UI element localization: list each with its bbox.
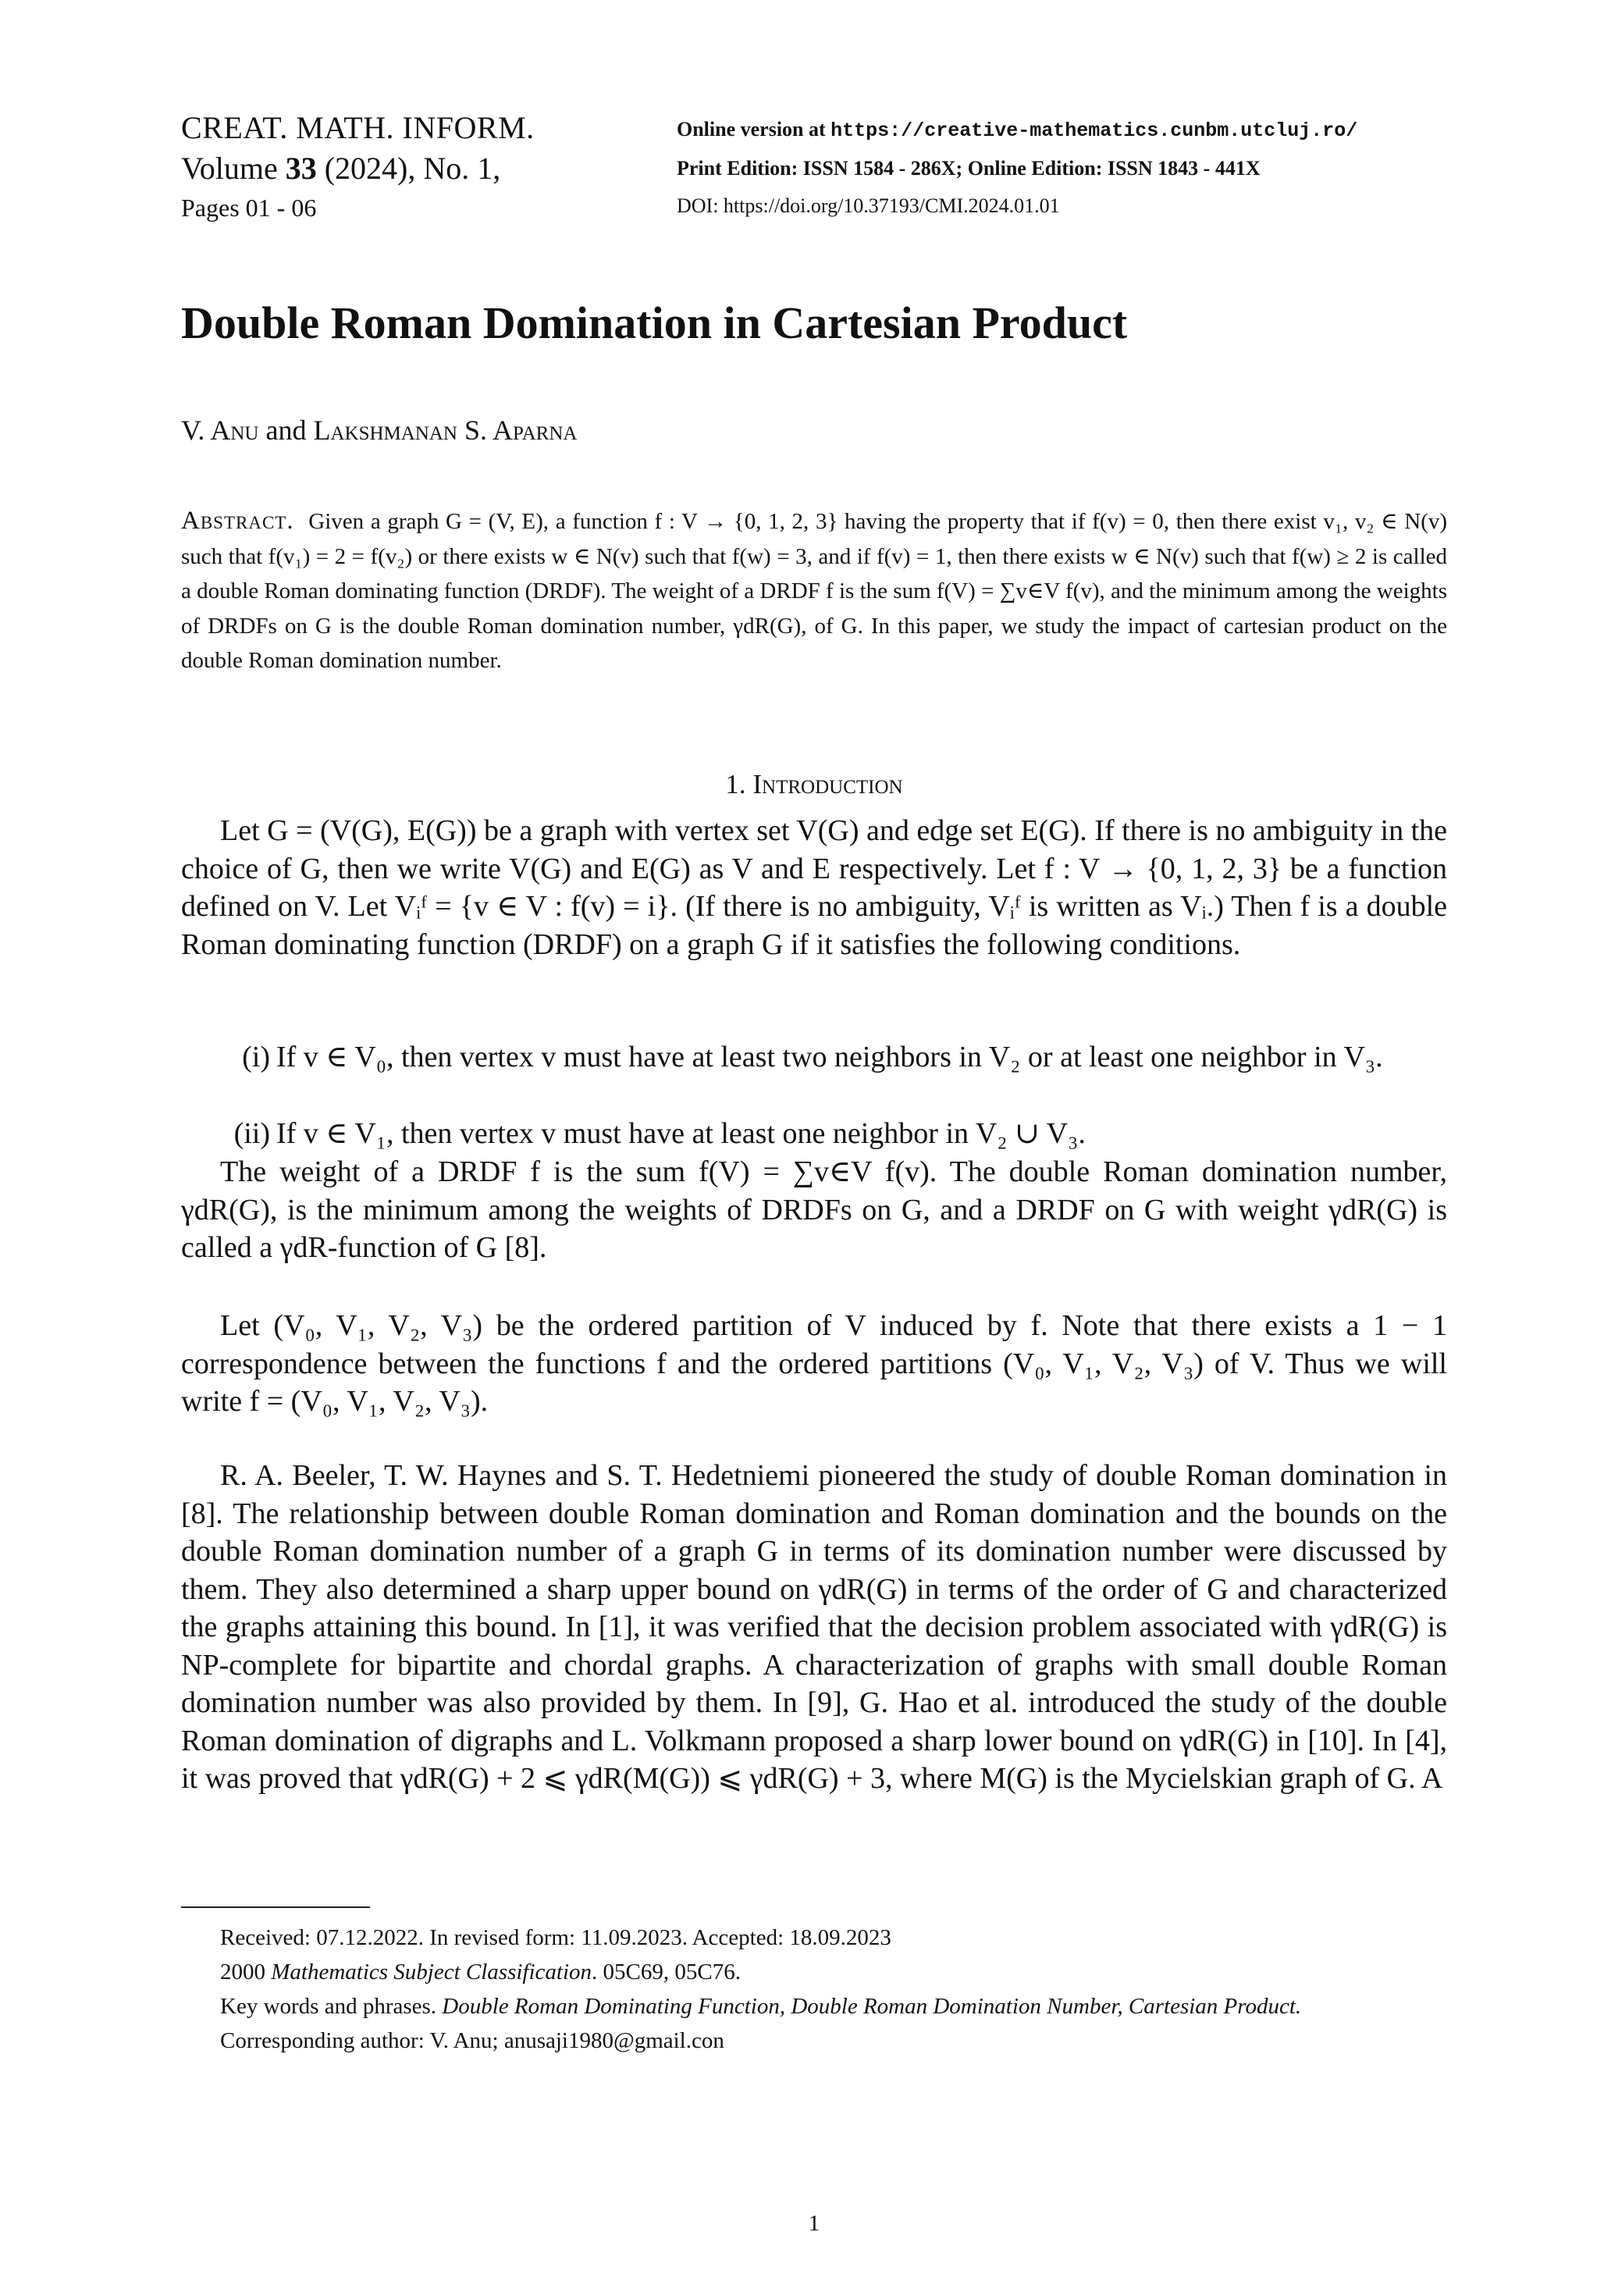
paragraph-3: Let (V₀, V₁, V₂, V₃) be the ordered partition of V induced by f. Note that there exists a 1 − 1 correspondence between the functions f and the ordered partitions (V₀, V₁, V₂, V₃) of V. Thus we will write f = (V₀, V₁, V₂, V₃). (181, 1309, 1447, 1418)
footnote-rule (181, 1906, 370, 1908)
msc-classification: 2000 Mathematics Subject Classification. 05C69, 05C76. (220, 1960, 741, 1985)
corresponding-author: Corresponding author: V. Anu; anusaji1980@gmail.con (220, 2028, 724, 2053)
paper-title: Double Roman Domination in Cartesian Product (181, 297, 1128, 348)
author-2: Lakshmanan S. Aparna (313, 415, 578, 446)
author-line: V. Anu and Lakshmanan S. Aparna (181, 415, 578, 446)
footnotes (181, 1920, 1447, 2058)
condition-item-1: (i) If v ∈ V₀, then vertex v must have at least two neighbors in V₂ or at least one neighbor in V₃. (242, 1041, 1383, 1073)
page-number: 1 (808, 2211, 820, 2236)
abstract (181, 504, 1447, 678)
paragraph-2: The weight of a DRDF f is the sum f(V) = ∑v∈V f(v). The double Roman domination number, γdR(G), is the minimum among the weights of DRDFs on G, and a DRDF on G with weight γdR(G) is called a γdR-function of G [8]. (181, 1155, 1447, 1264)
online-url-link[interactable]: https://creative-mathematics.cunbm.utcluj.ro/ (830, 119, 1358, 142)
author-1: V. Anu (181, 415, 259, 446)
keywords: Key words and phrases. Double Roman Dominating Function, Double Roman Domination Number, Cartesian Product. (220, 1994, 1302, 2019)
doi-link[interactable]: DOI: https://doi.org/10.37193/CMI.2024.01.01 (677, 194, 1060, 217)
section-heading: 1. Introduction (725, 769, 903, 799)
abstract-text: Given a graph G = (V, E), a function f : V → {0, 1, 2, 3} having the property that if f(v) = 0, then there exist v₁, v₂ ∈ N(v) such that f(v₁) = 2 = f(v₂) or there exists w ∈ N(v) such that f(w) = 3, and if f(v) = 1, then there exists w ∈ N(v) such that f(w) ≥ 2 is called a double Roman dominating function (DRDF). The weight of a DRDF f is the sum f(V) = ∑v∈V f(v), and the minimum among the weights of DRDFs on G is the double Roman domination number, γdR(G), of G. In this paper, we study the impact of cartesian product on the double Roman domination number. (181, 509, 1448, 673)
abstract-label: Abstract. (181, 507, 294, 535)
received-dates: Received: 07.12.2022. In revised form: 11.09.2023. Accepted: 18.09.2023 (220, 1925, 891, 1950)
volume-number: 33 (285, 151, 317, 186)
journal-name: CREAT. MATH. INFORM. (181, 110, 535, 145)
paragraph-1: Let G = (V(G), E(G)) be a graph with vertex set V(G) and edge set E(G). If there is no ambiguity in the choice of G, then we write V(G) and E(G) as V and E respectively. Let f : V → {0, 1, 2, 3} be a function defined on V. Let Vᵢᶠ = {v ∈ V : f(v) = i}. (If there is no ambiguity, Vᵢᶠ is written as Vᵢ.) Then f is a double Roman dominating function (DRDF) on a graph G if it satisfies the following conditions. (181, 814, 1447, 961)
condition-item-2: (ii) If v ∈ V₁, then vertex v must have at least one neighbor in V₂ ∪ V₃. (233, 1117, 1086, 1150)
online-version: Online version at https://creative-mathematics.cunbm.utcluj.ro/ (677, 118, 1358, 142)
issn-line: Print Edition: ISSN 1584 - 286X; Online Edition: ISSN 1843 - 441X (677, 157, 1261, 180)
paragraph-4: R. A. Beeler, T. W. Haynes and S. T. Hedetniemi pioneered the study of double Roman domination in [8]. The relationship between double Roman domination and Roman domination and the bounds on the double Roman domination number of a graph G in terms of its domination number were discussed by them. They also determined a sharp upper bound on γdR(G) in terms of the order of G and characterized the graphs attaining this bound. In [1], it was verified that the decision problem associated with γdR(G) is NP-complete for bipartite and chordal graphs. A characterization of graphs with small double Roman domination number was also provided by them. In [9], G. Hao et al. introduced the study of the double Roman domination of digraphs and L. Volkmann proposed a sharp lower bound on γdR(G) in [10]. In [4], it was proved that γdR(G) + 2 ⩽ γdR(M(G)) ⩽ γdR(G) + 3, where M(G) is the Mycielskian graph of G. A (181, 1459, 1447, 1795)
pages-range: Pages 01 - 06 (181, 194, 317, 222)
publication-info (677, 111, 1457, 225)
volume-line: Volume 33 (2024), No. 1, (181, 151, 501, 186)
journal-header (181, 108, 587, 226)
